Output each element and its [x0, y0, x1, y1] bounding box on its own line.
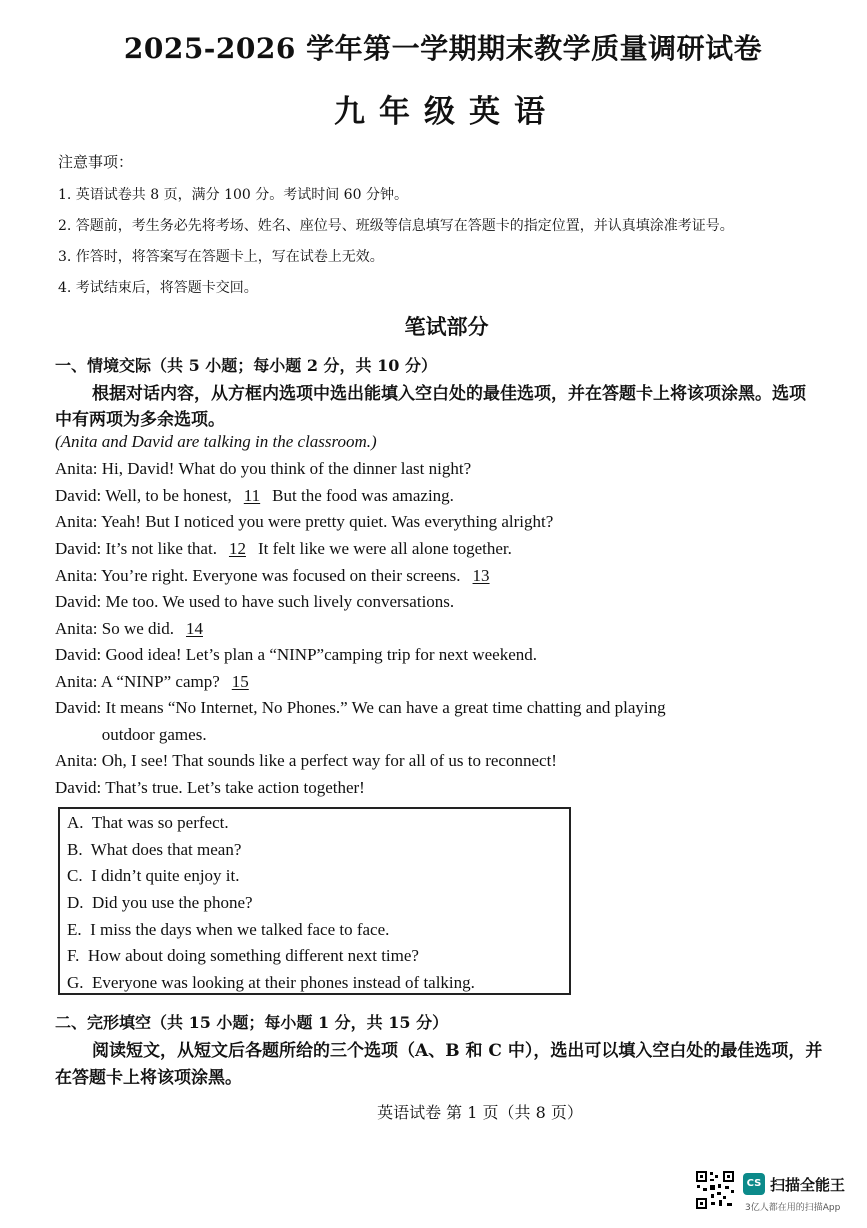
option-item: E. I miss the days when we talked face to face.: [67, 920, 390, 939]
dialogue-text: David: Good idea! Let’s plan a “NINP”camping trip for next weekend.: [55, 645, 537, 664]
dialogue-text: Anita: You’re right. Everyone was focused on their screens.: [55, 566, 461, 585]
qr-code-icon: [695, 1170, 735, 1210]
notice-item: 4. 考试结束后，将答题卡交回。: [58, 280, 258, 296]
dialogue-text: It felt like we were all alone together.: [257, 539, 512, 558]
dialogue-line: [55, 512, 553, 532]
exam-subtitle: 九年级英语: [334, 94, 559, 130]
notice-item: 3. 作答时，将答案写在答题卡上，写在试卷上无效。: [58, 249, 384, 265]
notice-heading: 注意事项：: [58, 153, 134, 171]
dialogue-text: David: It’s not like that.: [55, 539, 217, 558]
dialogue-scene: (Anita and David are talking in the classroom.): [55, 432, 377, 451]
dialogue-text: David: It means “No Internet, No Phones.” We can have a great time chatting and playing: [55, 698, 666, 717]
dialogue-line: [55, 486, 454, 506]
option-item: C. I didn’t quite enjoy it.: [67, 866, 240, 885]
dialogue-text: Anita: Yeah! But I noticed you were pretty quiet. Was everything alright?: [55, 512, 554, 531]
dialogue-text: outdoor games.: [55, 725, 207, 744]
section-title: 笔试部分: [404, 314, 489, 339]
answer-blank: 15: [231, 672, 249, 691]
dialogue-line: [55, 592, 454, 612]
dialogue-line: [55, 698, 666, 718]
dialogue-line: [55, 619, 215, 639]
dialogue-line: [55, 778, 365, 798]
option-item: F. How about doing something different next time?: [67, 946, 419, 965]
answer-blank: 11: [243, 486, 261, 505]
dialogue-text: Anita: Oh, I see! That sounds like a perfect way for all of us to reconnect!: [55, 751, 557, 770]
answer-blank: 12: [228, 539, 246, 558]
dialogue-line: [55, 751, 557, 771]
dialogue-text: David: Me too. We used to have such lively conversations.: [55, 592, 455, 611]
dialogue-line: [55, 645, 537, 665]
dialogue-line: [55, 539, 512, 559]
scanner-tagline: 3亿人都在用的扫描App: [745, 1203, 841, 1213]
option-item: A. That was so perfect.: [67, 813, 229, 832]
part1-instruction: 中有两项为多余选项。: [55, 410, 225, 430]
option-item: B. What does that mean?: [67, 840, 242, 859]
part1-heading: 一、情境交际（共 5 小题；每小题 2 分，共 10 分）: [55, 356, 437, 375]
dialogue-text: David: Well, to be honest,: [55, 486, 232, 505]
part2-instruction: 在答题卡上将该项涂黑。: [55, 1068, 242, 1088]
dialogue-text: Anita: Hi, David! What do you think of the dinner last night?: [55, 459, 472, 478]
dialogue-line: [55, 672, 261, 692]
option-item: D. Did you use the phone?: [67, 893, 253, 912]
exam-title: 2025-2026 学年第一学期期末教学质量调研试卷: [123, 32, 763, 65]
part2-instruction: 阅读短文，从短文后各题所给的三个选项（A、B 和 C 中），选出可以填入空白处的最佳选项，并: [92, 1041, 823, 1061]
answer-blank: 14: [186, 619, 203, 638]
option-item: G. Everyone was looking at their phones instead of talking.: [67, 973, 475, 992]
part1-instruction: 根据对话内容，从方框内选项中选出能填入空白处的最佳选项，并在答题卡上将该项涂黑。选项: [92, 384, 806, 404]
part2-heading: 二、完形填空（共 15 小题；每小题 1 分，共 15 分）: [55, 1013, 449, 1032]
dialogue-line: [55, 566, 502, 586]
notice-item: 2. 答题前，考生务必先将考场、姓名、座位号、班级等信息填写在答题卡的指定位置，并认真填涂准考证号。: [58, 218, 734, 234]
dialogue-line: [55, 725, 207, 745]
page-footer: 英语试卷 第 1 页（共 8 页）: [377, 1103, 583, 1122]
dialogue-line: [55, 459, 471, 479]
scanner-brand: 扫描全能王: [770, 1176, 846, 1194]
scanner-logo: CS: [743, 1173, 765, 1195]
dialogue-text: David: That’s true. Let’s take action together!: [55, 778, 365, 797]
answer-blank: 13: [472, 566, 490, 585]
notice-item: 1. 英语试卷共 8 页，满分 100 分。考试时间 60 分钟。: [58, 187, 408, 203]
dialogue-text: Anita: So we did.: [55, 619, 174, 638]
dialogue-text: But the food was amazing.: [272, 486, 454, 505]
dialogue-text: Anita: A “NINP” camp?: [55, 672, 220, 691]
